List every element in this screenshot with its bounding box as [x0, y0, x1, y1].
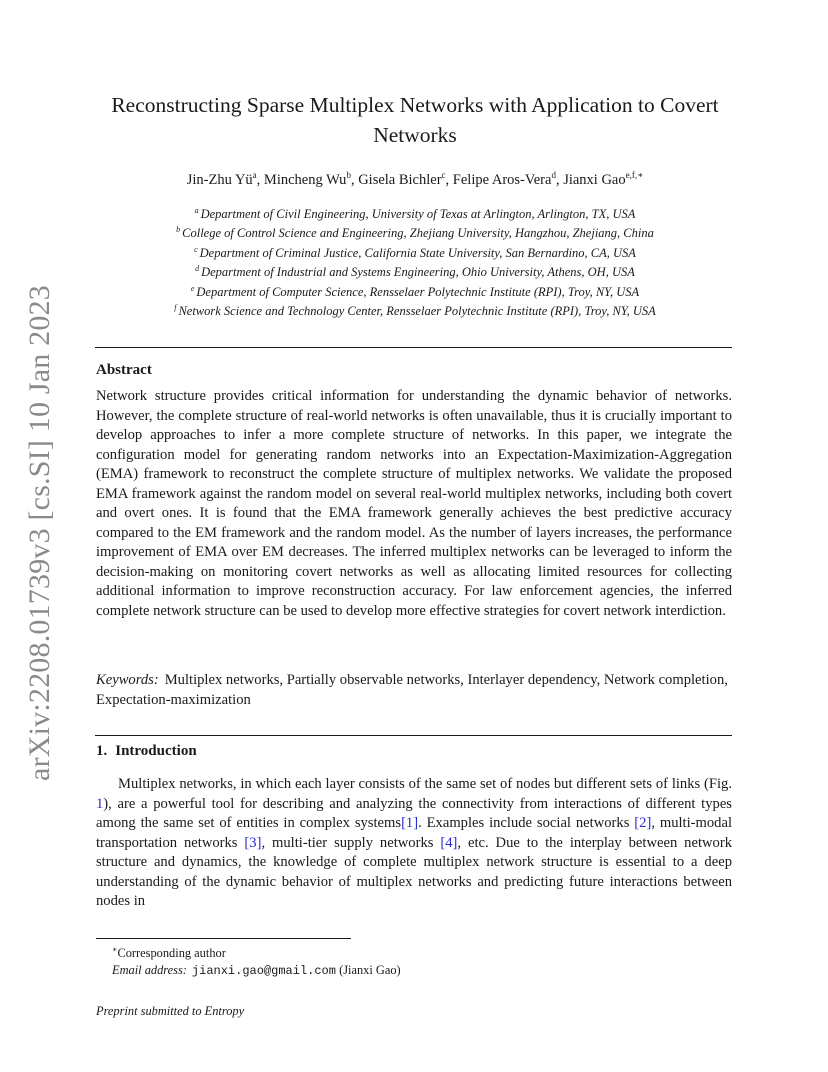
intro-text: , multi-tier supply networks — [261, 834, 441, 851]
paper-title: Reconstructing Sparse Multiplex Networks with Application to Covert Networks — [111, 93, 719, 147]
author-separator: , — [256, 171, 264, 188]
intro-text: , multi-modal transportation networks — [96, 815, 733, 851]
citation-link[interactable]: [4] — [440, 834, 458, 851]
author — [264, 172, 358, 188]
preprint-note: Preprint submitted to Entropy — [96, 1004, 245, 1018]
intro-text: Multiplex networks, in which each layer consists of the same set of nodes but different sets of links (Fig. — [118, 776, 732, 792]
footnote-corresponding — [112, 941, 401, 962]
author-name: Jianxi Gao — [563, 171, 626, 188]
affiliation-marker: a — [194, 206, 199, 215]
affiliation-text: Network Science and Technology Center, Rensselaer Polytechnic Institute (RPI), Troy, NY, USA — [178, 304, 656, 319]
citation-link[interactable]: [3] — [244, 834, 262, 851]
author — [187, 172, 264, 188]
author-affiliation-marker: d — [551, 170, 556, 180]
citation-link[interactable]: 1 — [96, 795, 104, 812]
section-number: 1. — [96, 743, 108, 759]
arxiv-side-stamp — [22, 284, 58, 781]
affiliation-line — [95, 203, 735, 222]
keywords-text: Multiplex networks, Partially observable networks, Interlayer dependency, Network completion, Expectation-maximization — [96, 672, 728, 708]
author-list — [95, 170, 735, 189]
introduction-paragraph — [96, 775, 732, 912]
author-affiliation-marker: c — [441, 170, 446, 180]
affiliation-line — [95, 222, 735, 241]
intro-text: ), are a powerful tool for describing and analyzing the connectivity from interactions of different types among the same set of entities in complex systems — [96, 795, 732, 831]
affiliation-marker: c — [194, 244, 198, 254]
keywords-label: Keywords: — [96, 672, 159, 688]
affiliation-line — [95, 261, 735, 280]
author — [563, 172, 643, 188]
author-separator: , — [555, 171, 564, 188]
intro-text: . Examples include social networks — [418, 815, 635, 831]
footnote-rule — [96, 938, 351, 939]
affiliation-text: Department of Computer Science, Rensselaer Polytechnic Institute (RPI), Troy, NY, USA — [196, 284, 640, 299]
affiliation-marker: d — [195, 264, 200, 274]
section-heading-introduction — [96, 743, 197, 760]
citation-link[interactable]: [1] — [401, 815, 419, 831]
author — [453, 172, 563, 188]
section-title: Introduction — [115, 743, 197, 759]
arxiv-identifier: arXiv:2208.01739v3 [cs.SI] 10 Jan 2023 — [23, 284, 57, 781]
email-label: Email address: — [112, 963, 187, 978]
author — [358, 172, 453, 188]
citation-link[interactable]: [2] — [634, 815, 652, 831]
affiliation-text: Department of Industrial and Systems Engineering, Ohio University, Athens, OH, USA — [201, 265, 635, 280]
abstract-heading: Abstract — [96, 362, 152, 378]
affiliation-line — [95, 300, 735, 319]
footnote-email-line — [112, 962, 401, 980]
affiliation-marker: e — [190, 283, 195, 293]
affiliation-text: Department of Criminal Justice, California State University, San Bernardino, CA, USA — [199, 246, 636, 261]
footnote-corresponding-text: Corresponding author — [117, 946, 226, 961]
affiliation-line — [95, 281, 735, 300]
author-name: Mincheng Wu — [263, 171, 347, 188]
author-name: Jin-Zhu Yü — [186, 171, 253, 188]
author-affiliation-marker: e,f,∗ — [625, 170, 644, 180]
email-address[interactable]: jianxi.gao@gmail.com — [191, 964, 336, 979]
affiliation-list — [95, 203, 735, 320]
abstract-body: Network structure provides critical information for understanding the dynamic behavior of networks. However, the complete structure of real-world networks is often unavailable, thus it is crucially important to develop approaches to infer a more complete structure of networks. In this paper, we integrate the configuration model for generating random networks into an Expectation-Maximization-Aggregation (EMA) framework to reconstruct the complete structure of multiplex networks. We validate the proposed EMA framework against the random model on several real-world multiplex networks, including both covert and overt ones. It is found that the EMA framework generally achieves the best predictive accuracy compared to the EM framework and the random model. As the number of layers increases, the performance improvement of EMA over EM decreases. The inferred multiplex networks can be leveraged to inform the decision-making on monitoring covert networks as well as allocating limited resources for collecting additional information to improve reconstruction accuracy. For law enforcement agencies, the inferred complete network structure can be used to develop more effective strategies for covert network interdiction. — [96, 388, 732, 619]
author-name: Gisela Bichler — [358, 171, 442, 188]
author-separator: , — [445, 171, 453, 188]
intro-text: , etc. Due to the interplay between network structure and dynamics, the knowledge of complete multiplex network structure is essential to a deep understanding of the dynamic behavior of multiplex networks and predicting future interactions between nodes in — [96, 834, 732, 909]
affiliation-marker: f — [174, 303, 177, 313]
keywords — [96, 671, 732, 710]
footnote — [112, 941, 401, 980]
author-affiliation-marker: b — [346, 170, 351, 180]
affiliation-line — [95, 242, 735, 261]
affiliation-text: Department of Civil Engineering, University of Texas at Arlington, Arlington, TX, USA — [200, 207, 636, 222]
author-name: Felipe Aros-Vera — [452, 171, 552, 188]
abstract-top-rule — [95, 347, 732, 348]
affiliation-text: College of Control Science and Engineering, Zhejiang University, Hangzhou, Zhejiang, China — [182, 226, 654, 241]
abstract-bottom-rule — [95, 735, 732, 736]
footnote-marker: ∗ — [112, 945, 118, 954]
email-owner: (Jianxi Gao) — [339, 963, 401, 978]
author-affiliation-marker: a — [252, 170, 257, 180]
affiliation-marker: b — [176, 225, 181, 235]
author-separator: , — [350, 171, 359, 188]
